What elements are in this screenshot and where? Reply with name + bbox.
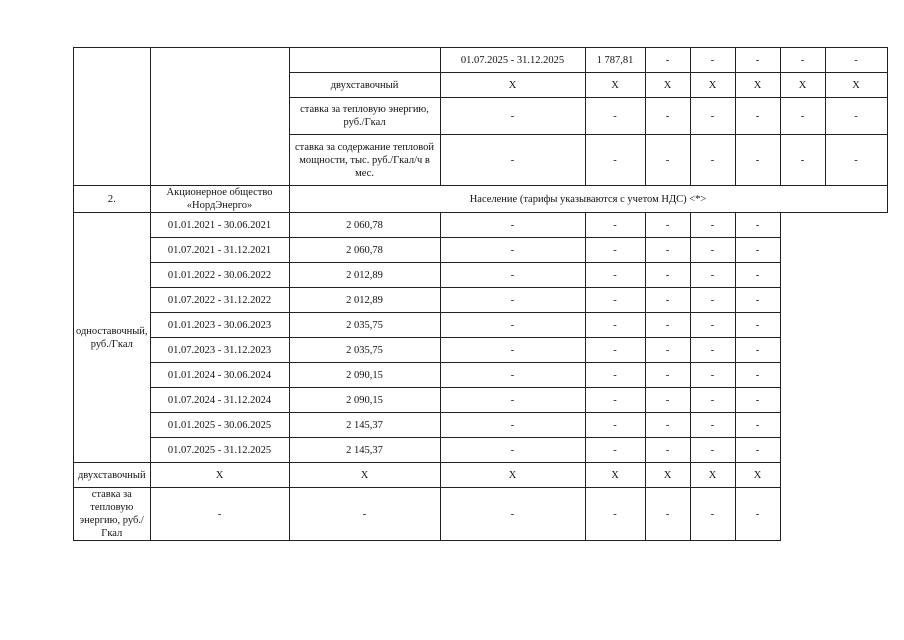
dash-cell: - — [690, 438, 735, 463]
tariff-value-cell: 2 060,78 — [289, 238, 440, 263]
period-cell: 01.07.2024 - 31.12.2024 — [150, 388, 289, 413]
dash-cell: - — [690, 363, 735, 388]
dash-cell: - — [735, 213, 780, 238]
dash-cell: - — [735, 338, 780, 363]
row-number-cell: 2. — [74, 186, 151, 213]
dash-cell: - — [690, 98, 735, 135]
dash-cell: - — [440, 238, 585, 263]
dash-cell: - — [825, 135, 887, 186]
tariff-value-cell: 2 145,37 — [289, 413, 440, 438]
x-cell: X — [645, 73, 690, 98]
tariff-value-cell: 2 012,89 — [289, 288, 440, 313]
dash-cell: - — [735, 263, 780, 288]
x-cell: X — [289, 463, 440, 488]
tariff-value-cell: 2 012,89 — [289, 263, 440, 288]
table-row — [74, 288, 888, 313]
x-cell: X — [440, 463, 585, 488]
dash-cell: - — [585, 488, 645, 541]
dash-cell: - — [690, 313, 735, 338]
x-cell: X — [780, 73, 825, 98]
organization-name-cell: Акционерное общество «НордЭнерго» — [150, 186, 289, 213]
x-cell: X — [735, 73, 780, 98]
dash-cell: - — [585, 288, 645, 313]
dash-cell: - — [735, 288, 780, 313]
tariff-value-cell: 2 145,37 — [289, 438, 440, 463]
dash-cell: - — [735, 388, 780, 413]
dash-cell: - — [585, 263, 645, 288]
heat-rate-label: ставка за тепловую энергию, руб./Гкал — [74, 488, 151, 541]
x-cell: X — [690, 463, 735, 488]
table-row — [74, 263, 888, 288]
tariff-value-cell: 2 090,15 — [289, 388, 440, 413]
dash-cell: - — [780, 135, 825, 186]
table-row — [74, 388, 888, 413]
table-body-org2-rows — [74, 213, 888, 541]
dash-cell: - — [690, 238, 735, 263]
dash-cell: - — [585, 313, 645, 338]
dash-cell: - — [645, 338, 690, 363]
dash-cell: - — [440, 413, 585, 438]
table-row — [74, 238, 888, 263]
dash-cell: - — [440, 363, 585, 388]
dash-cell: - — [440, 338, 585, 363]
table-row — [74, 438, 888, 463]
dash-cell: - — [440, 313, 585, 338]
dash-cell: - — [440, 213, 585, 238]
table-row — [74, 488, 888, 541]
period-cell: 01.01.2025 - 30.06.2025 — [150, 413, 289, 438]
period-cell: 01.01.2023 - 30.06.2023 — [150, 313, 289, 338]
x-cell: X — [150, 463, 289, 488]
organization-cell — [150, 48, 289, 186]
dash-cell: - — [440, 488, 585, 541]
dash-cell: - — [585, 338, 645, 363]
tariff-kind-cell — [289, 48, 440, 73]
dash-cell: - — [585, 363, 645, 388]
dash-cell: - — [690, 135, 735, 186]
tariff-value-cell: 2 035,75 — [289, 338, 440, 363]
dash-cell: - — [690, 263, 735, 288]
dash-cell: - — [645, 135, 690, 186]
dash-cell: - — [645, 388, 690, 413]
table-row — [74, 186, 888, 213]
dash-cell: - — [735, 238, 780, 263]
two-part-label: двухставочный — [74, 463, 151, 488]
dash-cell: - — [585, 438, 645, 463]
dash-cell: - — [585, 135, 645, 186]
tariff-value-cell: 1 787,81 — [585, 48, 645, 73]
table-row — [74, 363, 888, 388]
dash-cell: - — [645, 288, 690, 313]
row-number-cell — [74, 48, 151, 186]
tariff-value-cell: 2 060,78 — [289, 213, 440, 238]
dash-cell: - — [690, 388, 735, 413]
dash-cell: - — [645, 213, 690, 238]
dash-cell: - — [645, 238, 690, 263]
dash-cell: - — [150, 488, 289, 541]
period-cell: 01.07.2023 - 31.12.2023 — [150, 338, 289, 363]
dash-cell: - — [735, 135, 780, 186]
dash-cell: - — [690, 413, 735, 438]
dash-cell: - — [289, 488, 440, 541]
two-part-label: двухставочный — [289, 73, 440, 98]
dash-cell: - — [735, 438, 780, 463]
table-row — [74, 338, 888, 363]
x-cell: X — [585, 73, 645, 98]
period-cell: 01.07.2025 - 31.12.2025 — [440, 48, 585, 73]
dash-cell: - — [690, 213, 735, 238]
x-cell: X — [690, 73, 735, 98]
period-cell: 01.01.2022 - 30.06.2022 — [150, 263, 289, 288]
dash-cell: - — [440, 263, 585, 288]
dash-cell: - — [780, 48, 825, 73]
capacity-rate-label: ставка за содержание тепловой мощности, тыс. руб./Гкал/ч в мес. — [289, 135, 440, 186]
dash-cell: - — [645, 438, 690, 463]
dash-cell: - — [585, 238, 645, 263]
dash-cell: - — [585, 413, 645, 438]
dash-cell: - — [585, 98, 645, 135]
dash-cell: - — [690, 48, 735, 73]
tariff-table — [73, 47, 888, 541]
period-cell: 01.01.2024 - 30.06.2024 — [150, 363, 289, 388]
dash-cell: - — [735, 98, 780, 135]
dash-cell: - — [645, 313, 690, 338]
table-row — [74, 463, 888, 488]
dash-cell: - — [645, 263, 690, 288]
x-cell: X — [440, 73, 585, 98]
dash-cell: - — [585, 213, 645, 238]
dash-cell: - — [735, 48, 780, 73]
table-body — [74, 48, 888, 213]
dash-cell: - — [780, 98, 825, 135]
dash-cell: - — [440, 388, 585, 413]
table-row — [74, 48, 888, 73]
period-cell: 01.07.2021 - 31.12.2021 — [150, 238, 289, 263]
dash-cell: - — [645, 48, 690, 73]
dash-cell: - — [440, 98, 585, 135]
single-rate-label: одноставочный, руб./Гкал — [74, 213, 151, 463]
table-row — [74, 413, 888, 438]
period-cell: 01.07.2025 - 31.12.2025 — [150, 438, 289, 463]
population-label: Население (тарифы указываются с учетом НДС) <*> — [289, 186, 887, 213]
table-row — [74, 313, 888, 338]
dash-cell: - — [735, 363, 780, 388]
dash-cell: - — [825, 48, 887, 73]
dash-cell: - — [440, 135, 585, 186]
dash-cell: - — [645, 413, 690, 438]
x-cell: X — [735, 463, 780, 488]
dash-cell: - — [440, 288, 585, 313]
x-cell: X — [825, 73, 887, 98]
dash-cell: - — [645, 98, 690, 135]
dash-cell: - — [645, 363, 690, 388]
period-cell: 01.01.2021 - 30.06.2021 — [150, 213, 289, 238]
x-cell: X — [585, 463, 645, 488]
x-cell: X — [645, 463, 690, 488]
period-cell: 01.07.2022 - 31.12.2022 — [150, 288, 289, 313]
dash-cell: - — [690, 288, 735, 313]
dash-cell: - — [690, 488, 735, 541]
heat-rate-label: ставка за тепловую энергию, руб./Гкал — [289, 98, 440, 135]
tariff-value-cell: 2 035,75 — [289, 313, 440, 338]
table-row — [74, 213, 888, 238]
dash-cell: - — [645, 488, 690, 541]
dash-cell: - — [735, 313, 780, 338]
tariff-value-cell: 2 090,15 — [289, 363, 440, 388]
dash-cell: - — [735, 413, 780, 438]
dash-cell: - — [825, 98, 887, 135]
dash-cell: - — [585, 388, 645, 413]
dash-cell: - — [735, 488, 780, 541]
dash-cell: - — [440, 438, 585, 463]
dash-cell: - — [690, 338, 735, 363]
